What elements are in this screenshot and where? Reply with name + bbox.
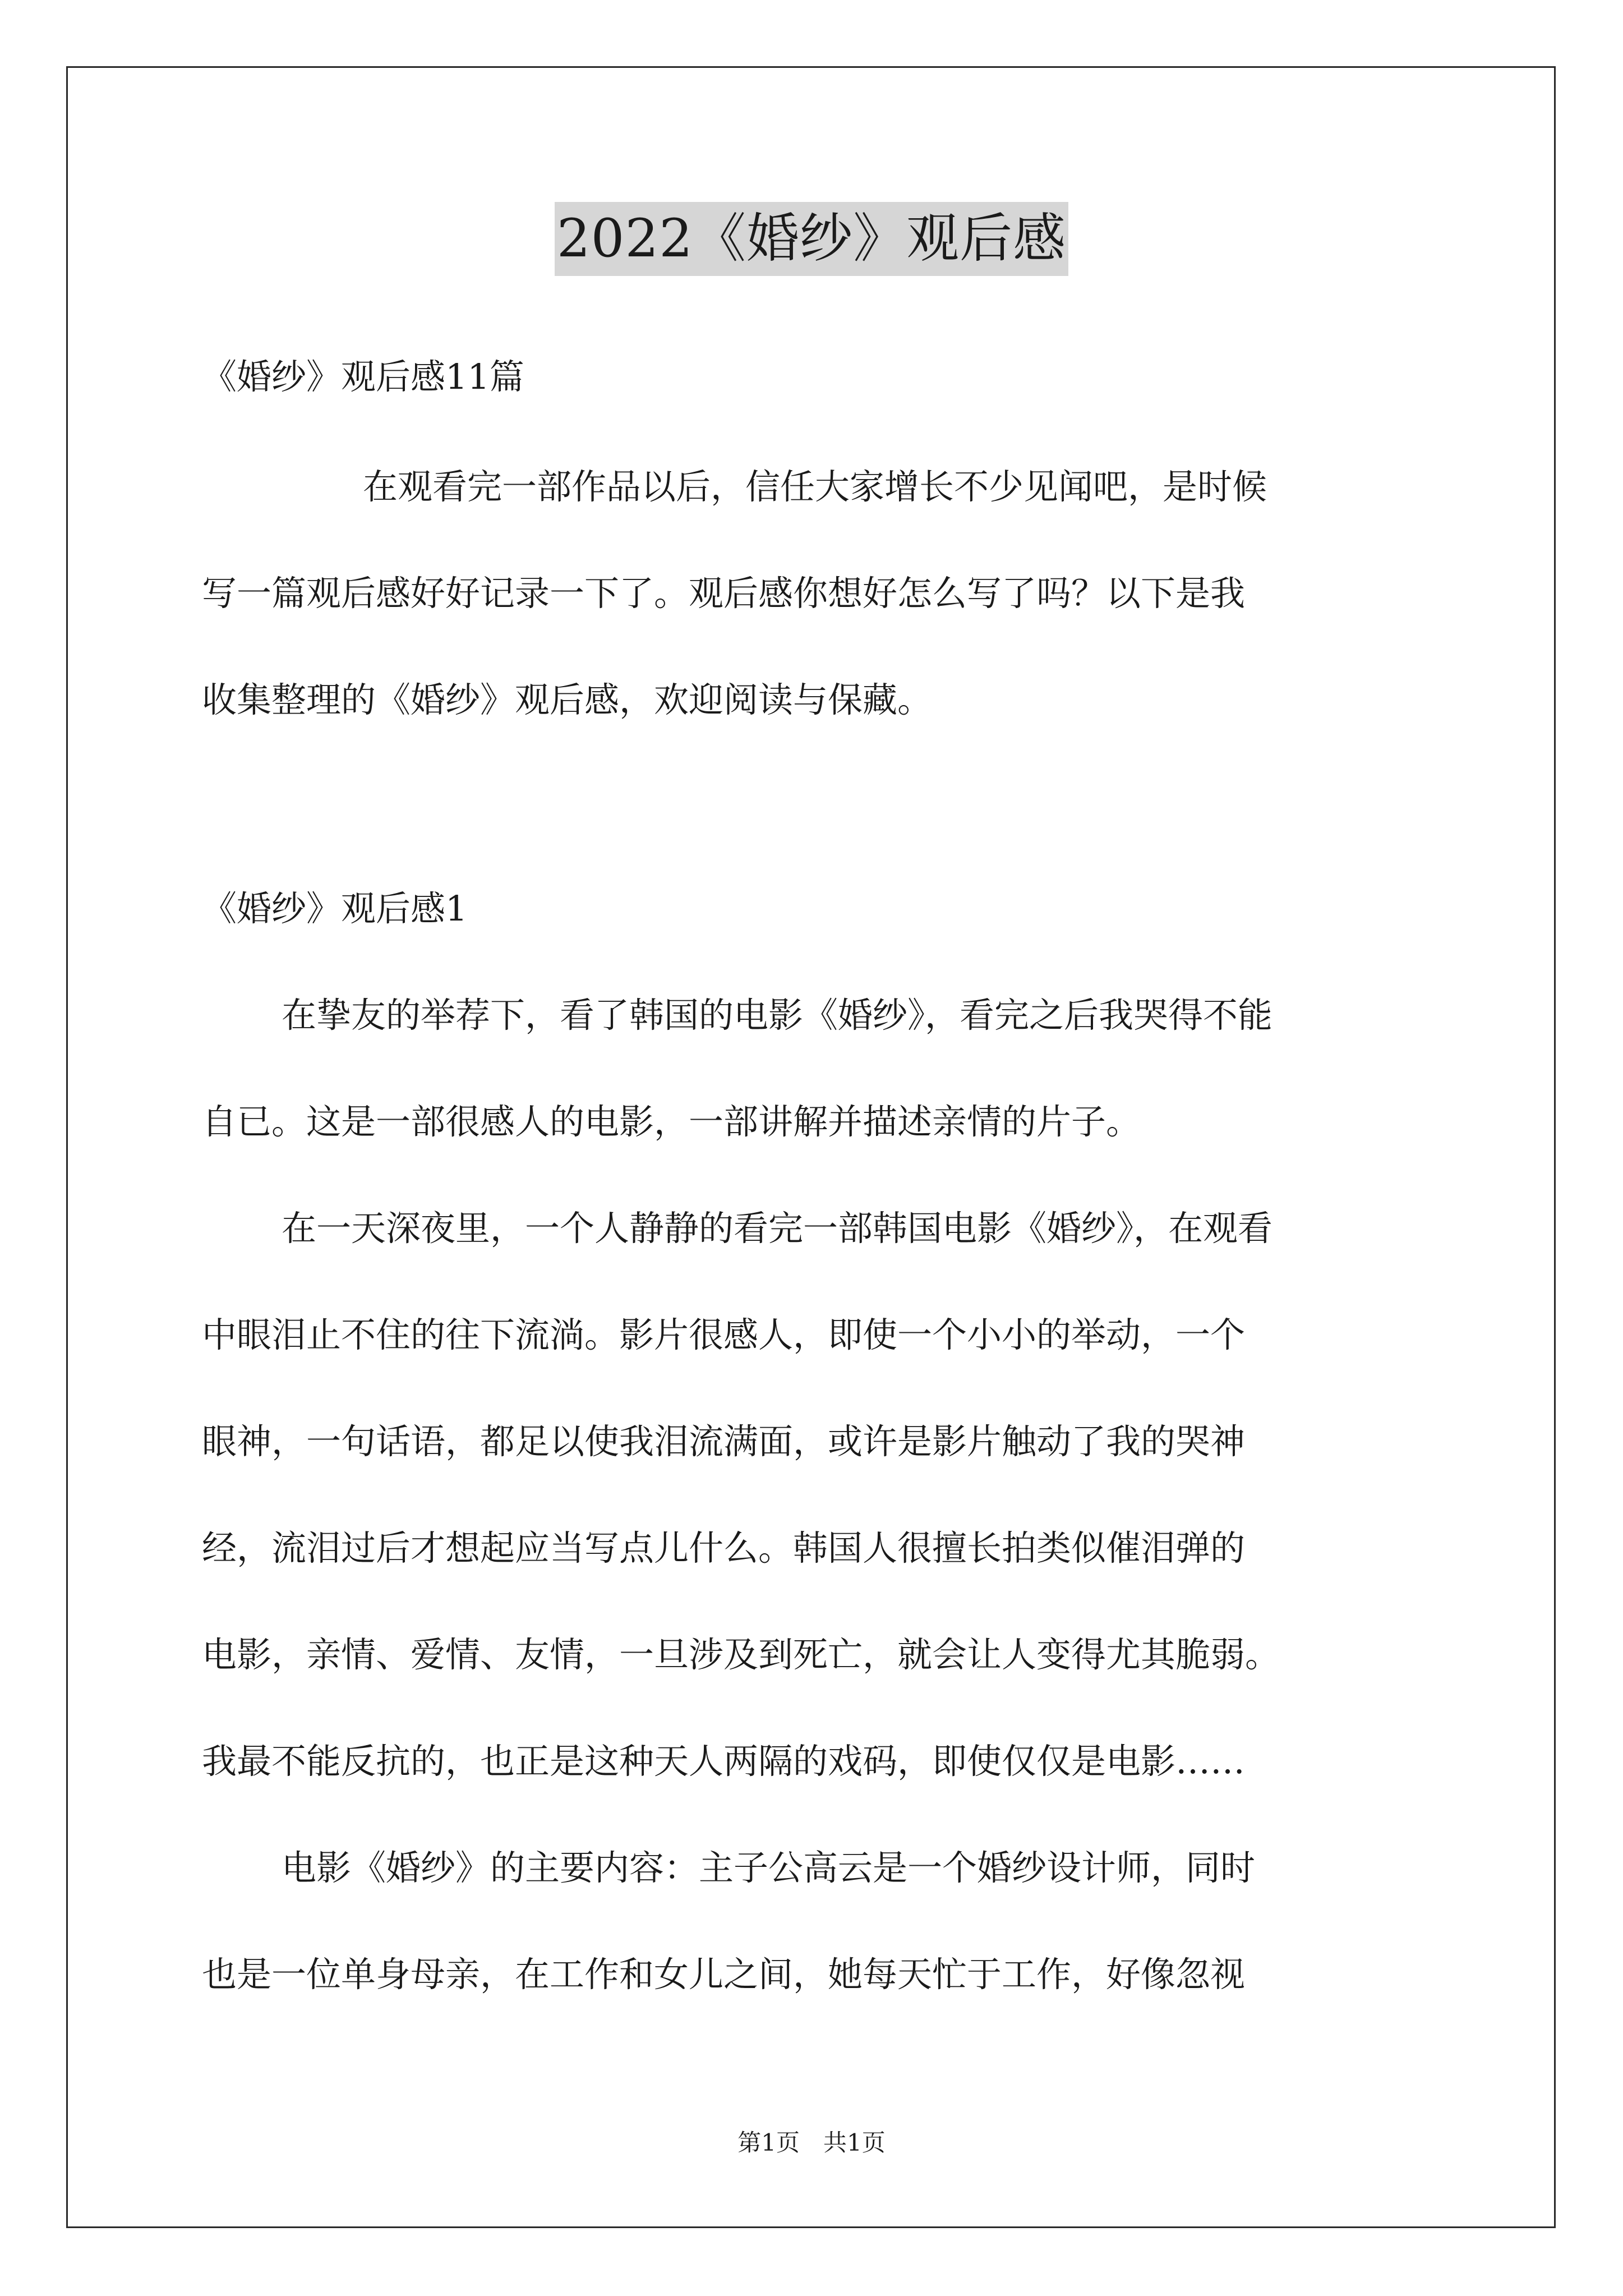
body-line: 电影，亲情、爱情、友情，一旦涉及到死亡，就会让人变得尤其脆弱。	[202, 1634, 1280, 1675]
body-line: 经，流泪过后才想起应当写点儿什么。韩国人很擅长拍类似催泪弹的	[202, 1527, 1246, 1568]
body-line: 在一天深夜里，一个人静静的看完一部韩国电影《婚纱》，在观看	[282, 1208, 1273, 1249]
document-subtitle: 《婚纱》观后感11篇	[202, 356, 524, 397]
section-heading: 《婚纱》观后感1	[202, 888, 468, 929]
body-line: 眼神，一句话语，都足以使我泪流满面，或许是影片触动了我的哭神	[202, 1421, 1246, 1462]
body-line: 电影《婚纱》的主要内容：主子公高云是一个婚纱设计师，同时	[282, 1847, 1256, 1888]
title-container	[0, 202, 1623, 276]
intro-line: 写一篇观后感好好记录一下了。观后感你想好怎么写了吗？以下是我	[202, 573, 1246, 614]
intro-line: 收集整理的《婚纱》观后感，欢迎阅读与保藏。	[202, 679, 933, 720]
body-line: 我最不能反抗的，也正是这种天人两隔的戏码，即使仅仅是电影……	[202, 1741, 1246, 1782]
page-number-footer: 第1页 共1页	[737, 2129, 886, 2156]
body-line: 中眼泪止不住的往下流淌。影片很感人，即使一个小小的举动，一个	[202, 1314, 1246, 1355]
body-line: 自已。这是一部很感人的电影，一部讲解并描述亲情的片子。	[202, 1101, 1141, 1142]
intro-line: 在观看完一部作品以后，信任大家增长不少见闻吧，是时候	[363, 466, 1267, 507]
body-line: 也是一位单身母亲，在工作和女儿之间，她每天忙于工作，好像忽视	[202, 1954, 1246, 1995]
document-title: 2022《婚纱》观后感	[555, 202, 1068, 276]
body-line: 在挚友的举荐下，看了韩国的电影《婚纱》，看完之后我哭得不能	[282, 995, 1273, 1036]
